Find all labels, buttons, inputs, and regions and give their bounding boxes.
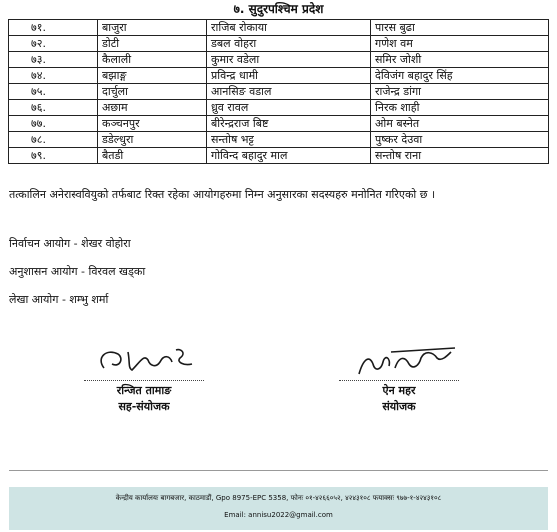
row-number: ७२. [9,36,98,52]
row-number: ७७. [9,116,98,132]
letterhead-footer [9,487,548,530]
row-number: ७१. [9,20,98,36]
coordinator-cell: प्रविन्द्र धामी [207,68,371,84]
table-row [9,84,549,100]
member-cell: समिर जोशी [371,52,549,68]
table-row [9,148,549,164]
coordinator-cell: राजिब रोकाया [207,20,371,36]
member-cell: निरक शाही [371,100,549,116]
coordinator-cell: ध्रुव रावल [207,100,371,116]
district-cell: डडेल्धुरा [98,132,207,148]
district-committee-table [8,19,549,164]
district-cell: बझाङ्ग [98,68,207,84]
member-cell: राजेन्द्र डांगा [371,84,549,100]
row-number: ७५. [9,84,98,100]
row-number: ७९. [9,148,98,164]
coordinator-cell: सन्तोष भट्ट [207,132,371,148]
signature-line [339,380,459,381]
table-row [9,36,549,52]
signatory-name: रन्जित तामाङ [116,384,172,397]
district-cell: दार्चुला [98,84,207,100]
signatory-role: संयोजक [382,400,416,413]
table-row [9,20,549,36]
footer-address: केन्द्रीय कार्यालयः बागबजार, काठमाडौं, Gpo 8975-EPC 5358, फोनः ०१-४२६६०५२, ४२४३१०८ फयाक्सः ९७७-१-४२४३१०८ [115,494,442,502]
election-commission-line: निर्वाचन आयोग - शेखर वोहोरा [9,237,131,250]
handwritten-signature [319,340,479,380]
member-cell: पुष्कर देउवा [371,132,549,148]
member-cell: गणेश वम [371,36,549,52]
intro-paragraph: तत्कालिन अनेरास्ववियुको तर्फबाट रिक्त रहेका आयोगहरुमा निम्न अनुसारका सदस्यहरु मनोनित गरिएको छ । [9,188,436,201]
accounts-commission-line: लेखा आयोग - शम्भु शर्मा [9,293,109,306]
table-row [9,100,549,116]
coordinator-cell: डबल वोहरा [207,36,371,52]
coordinator-cell: कुमार वडेला [207,52,371,68]
district-cell: बैतडी [98,148,207,164]
signature-line [84,380,204,381]
coordinator-signature-block [319,340,479,415]
coordinator-cell: आनसिङ वडाल [207,84,371,100]
row-number: ७३. [9,52,98,68]
co-coordinator-signature-block [64,340,224,415]
member-cell: ओम बस्नेत [371,116,549,132]
row-number: ७८. [9,132,98,148]
member-cell: पारस बुढा [371,20,549,36]
section-heading: ७. सुदुरपश्चिम प्रदेश [233,2,324,16]
district-cell: कैलाली [98,52,207,68]
row-number: ७४. [9,68,98,84]
table-row [9,52,549,68]
table-row [9,116,549,132]
footer-divider [9,470,548,471]
district-cell: अछाम [98,100,207,116]
district-cell: कञ्चनपुर [98,116,207,132]
district-cell: डोटी [98,36,207,52]
signatory-name: ऐन महर [382,384,416,397]
member-cell: सन्तोष राना [371,148,549,164]
table-row [9,132,549,148]
table-row [9,68,549,84]
coordinator-cell: बीरेन्द्रराज बिष्ट [207,116,371,132]
handwritten-signature [64,340,224,380]
signatory-role: सह-संयोजक [118,400,170,413]
district-cell: बाजुरा [98,20,207,36]
coordinator-cell: गोविन्द बहादुर माल [207,148,371,164]
footer-email: Email: annisu2022@gmail.com [224,511,333,519]
member-cell: देविजंग बहादुर सिंह [371,68,549,84]
row-number: ७६. [9,100,98,116]
disciplinary-commission-line: अनुशासन आयोग - विरवल खड्का [9,265,146,278]
